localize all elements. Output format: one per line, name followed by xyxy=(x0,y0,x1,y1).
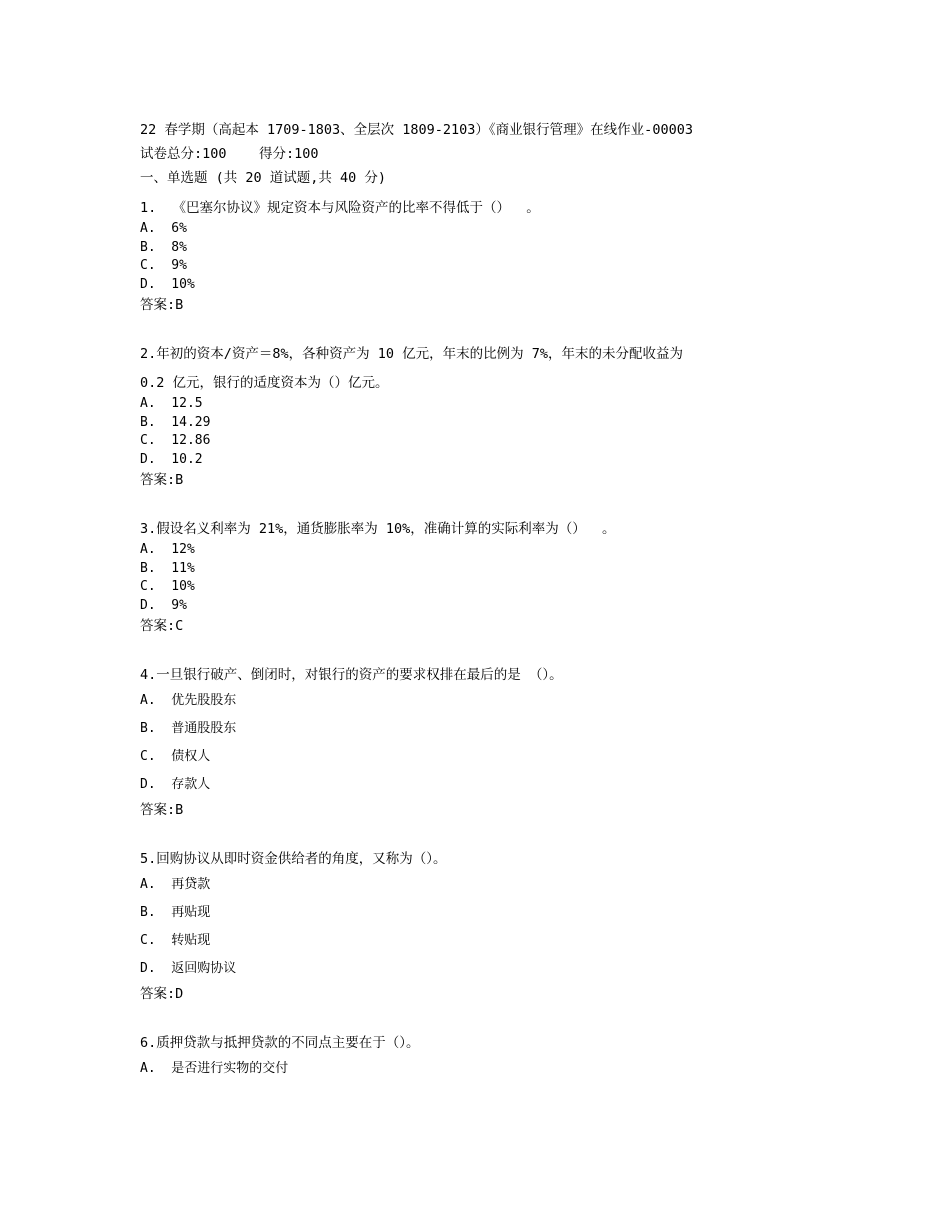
question-stem: 5.回购协议从即时资金供给者的角度，又称为（）。 xyxy=(140,851,447,867)
option-b: B. 再贴现 xyxy=(140,905,211,920)
score-line: 试卷总分:100 得分:100 xyxy=(140,146,319,162)
answer: 答案:D xyxy=(140,986,184,1002)
option-b: B. 8% xyxy=(140,239,187,255)
option-a: A. 优先股股东 xyxy=(140,693,237,708)
option-d: D. 10% xyxy=(140,276,195,292)
question-2 xyxy=(140,342,920,491)
option-a: A. 6% xyxy=(140,221,187,236)
option-a: A. 12.5 xyxy=(140,396,203,411)
document-title: 22 春学期（高起本 1709-1803、全层次 1809-2103）《商业银行管理》在线作业-00003 xyxy=(140,122,693,138)
option-c: C. 债权人 xyxy=(140,749,211,764)
option-b: B. 14.29 xyxy=(140,414,211,430)
question-stem: 4.一旦银行破产、倒闭时，对银行的资产的要求权排在最后的是 （）。 xyxy=(140,667,563,683)
question-stem: 1. 《巴塞尔协议》规定资本与风险资产的比率不得低于（） 。 xyxy=(140,200,540,216)
option-d: D. 存款人 xyxy=(140,777,211,792)
option-c: C. 12.86 xyxy=(140,433,211,448)
question-stem-cont: 0.2 亿元，银行的适度资本为（）亿元。 xyxy=(140,375,389,391)
question-1 xyxy=(140,196,920,316)
answer: 答案:B xyxy=(140,297,184,313)
question-stem: 6.质押贷款与抵押贷款的不同点主要在于（）。 xyxy=(140,1035,420,1051)
question-5 xyxy=(140,847,920,1005)
answer: 答案:B xyxy=(140,472,184,488)
question-6 xyxy=(140,1031,920,1083)
question-3 xyxy=(140,517,920,637)
option-b: B. 11% xyxy=(140,560,195,576)
option-d: D. 10.2 xyxy=(140,451,203,467)
option-c: C. 10% xyxy=(140,579,195,594)
option-c: C. 转贴现 xyxy=(140,933,211,948)
question-stem: 2.年初的资本/资产＝8%，各种资产为 10 亿元，年末的比例为 7%，年末的未分配收益为 xyxy=(140,346,684,362)
option-a: A. 再贷款 xyxy=(140,877,211,892)
question-stem: 3.假设名义利率为 21%，通货膨胀率为 10%，准确计算的实际利率为（） 。 xyxy=(140,521,616,537)
option-d: D. 返回购协议 xyxy=(140,961,237,976)
answer: 答案:B xyxy=(140,802,184,818)
option-a: A. 是否进行实物的交付 xyxy=(140,1061,289,1076)
section-heading: 一、单选题 (共 20 道试题,共 40 分) xyxy=(140,170,387,186)
option-c: C. 9% xyxy=(140,258,187,273)
option-b: B. 普通股股东 xyxy=(140,721,237,736)
answer: 答案:C xyxy=(140,618,184,634)
option-a: A. 12% xyxy=(140,542,195,557)
option-d: D. 9% xyxy=(140,597,187,613)
document-page xyxy=(140,118,920,1083)
question-4 xyxy=(140,663,920,821)
